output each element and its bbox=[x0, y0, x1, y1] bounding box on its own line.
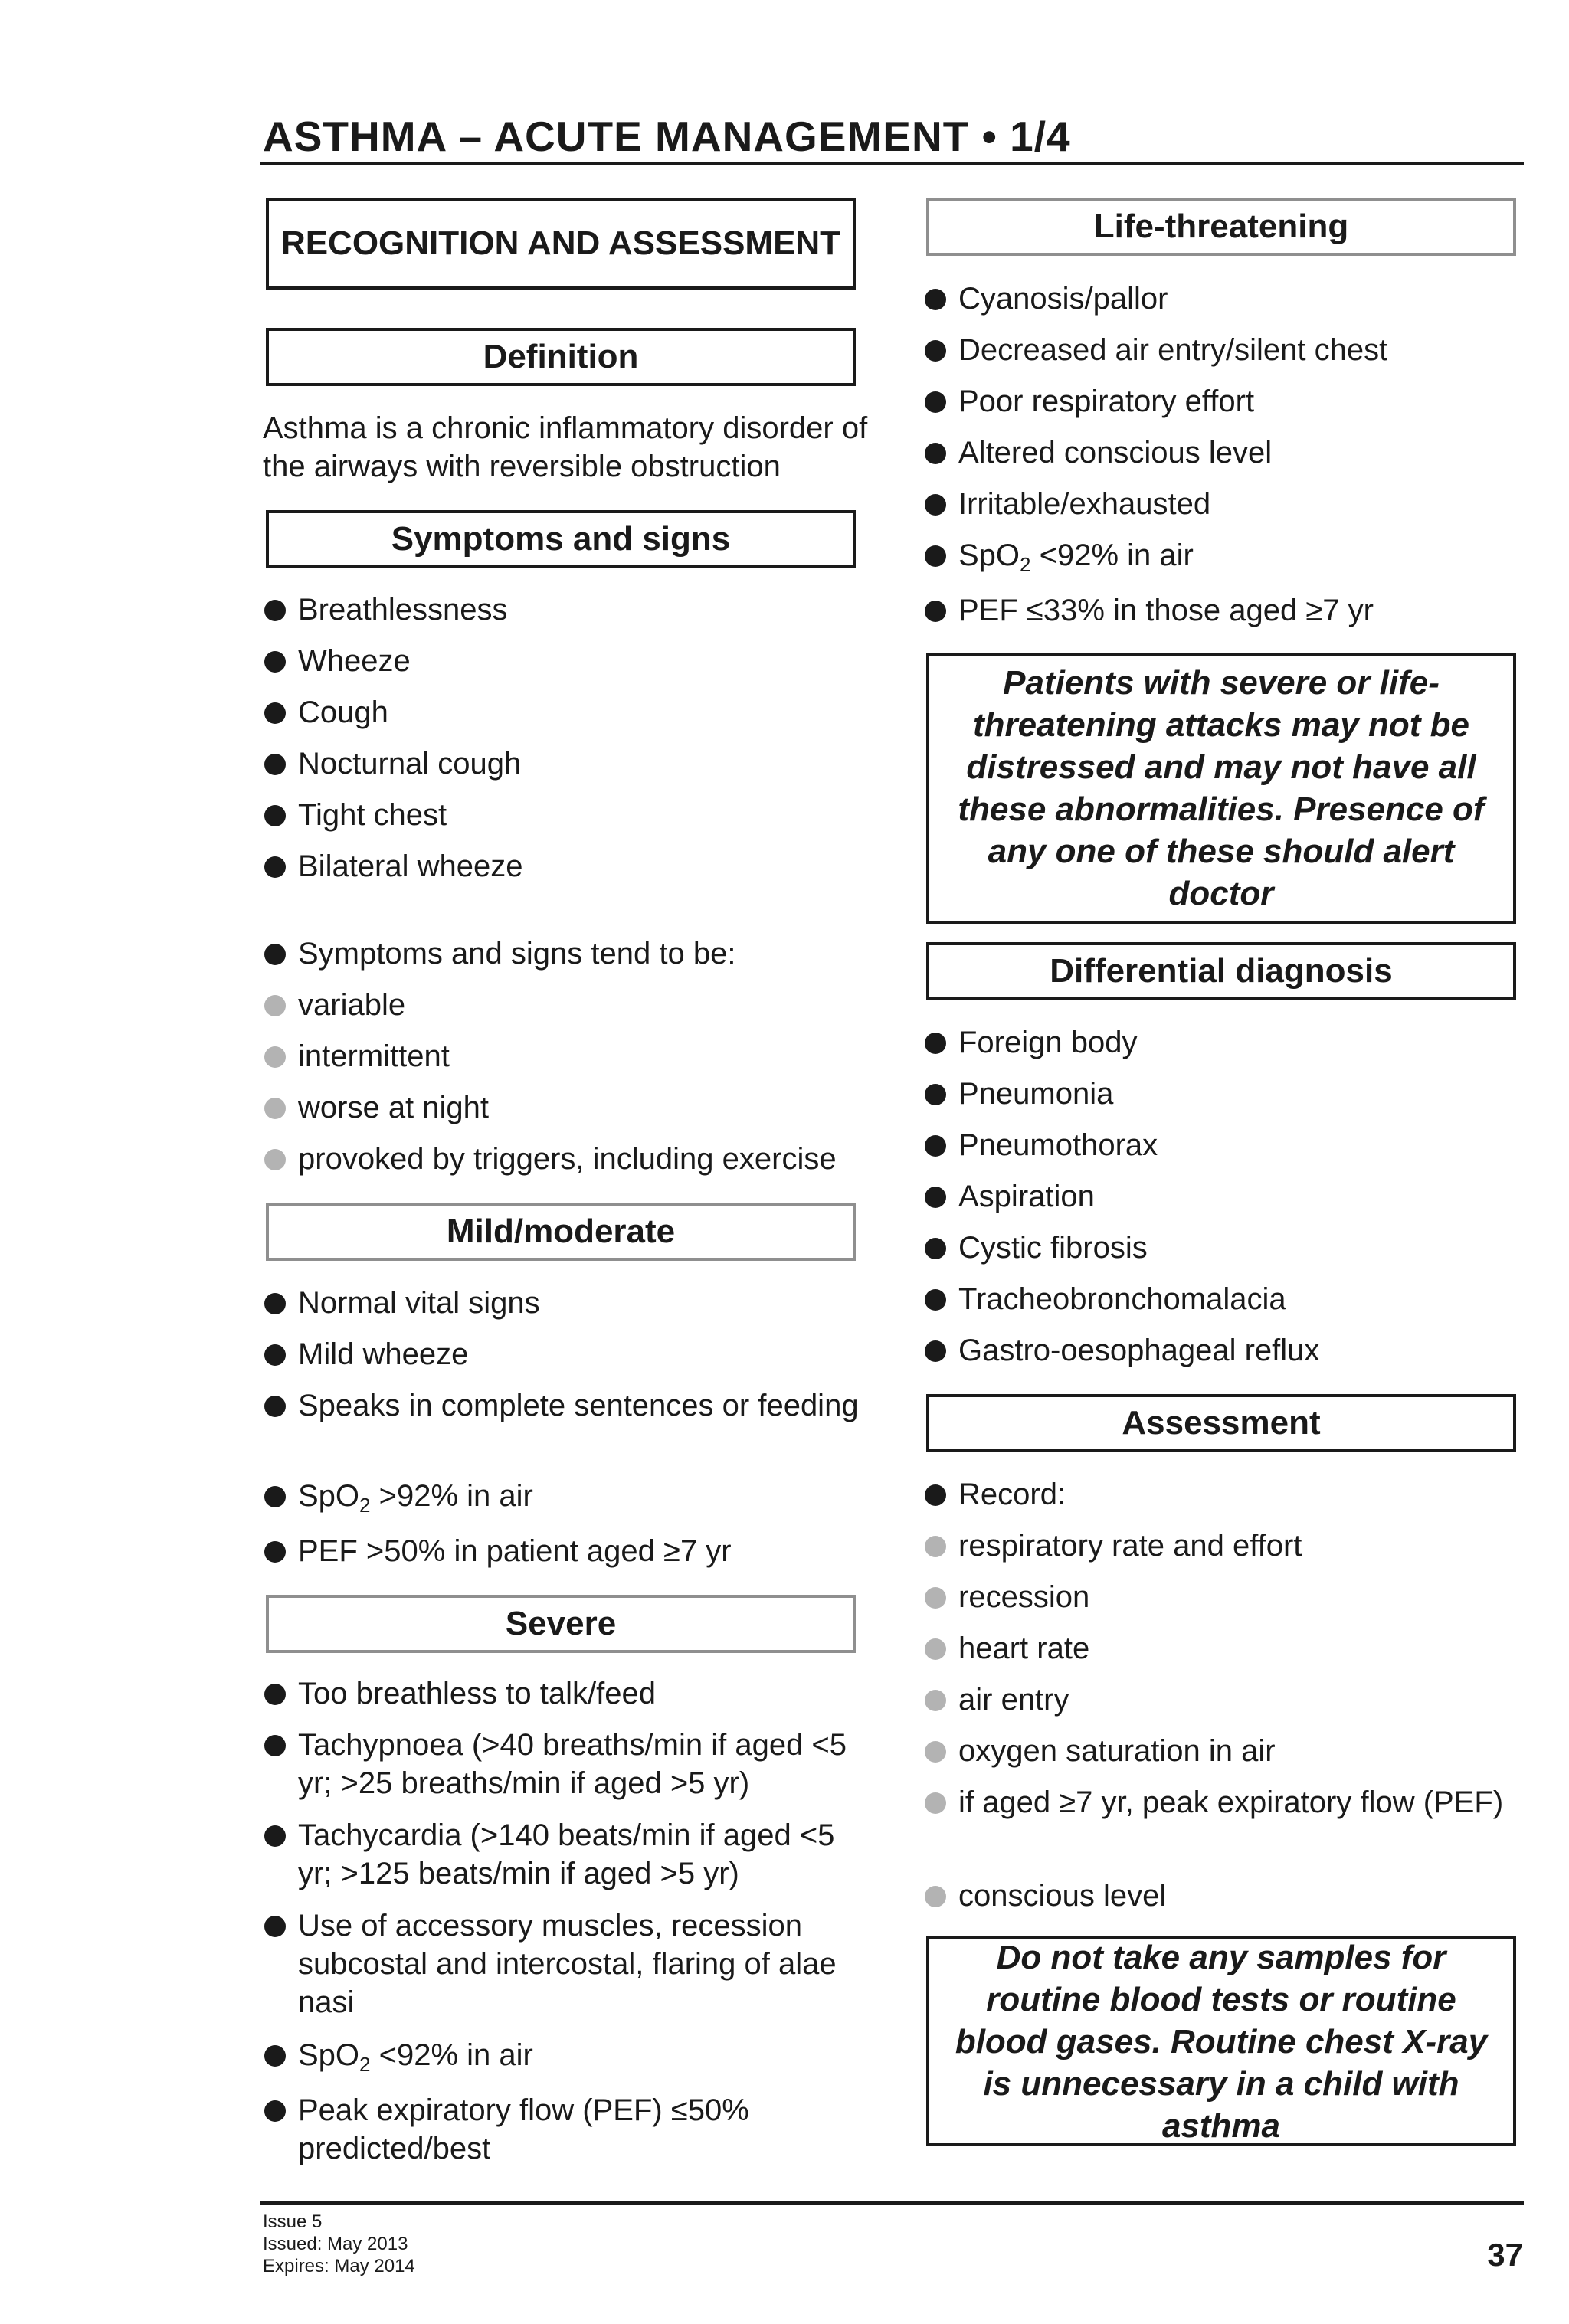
symptom-item: Nocturnal cough bbox=[263, 745, 860, 783]
recognition-heading: RECOGNITION AND ASSESSMENT bbox=[266, 198, 856, 290]
differential-heading: Differential diagnosis bbox=[926, 942, 1516, 1000]
tend-item: variable bbox=[263, 986, 860, 1024]
spo2-subscript: 2 bbox=[359, 1494, 371, 1517]
life-item: Decreased air entry/silent chest bbox=[923, 331, 1521, 369]
life-threatening-warning: Patients with severe or life-threatening attacks may not be distressed and may not have all these abnormalities. Presence of any one of these should alert doctor bbox=[926, 653, 1516, 924]
tend-intro: Symptoms and signs tend to be: bbox=[263, 935, 860, 973]
differential-item: Gastro-oesophageal reflux bbox=[923, 1331, 1521, 1370]
symptom-item: Breathlessness bbox=[263, 591, 860, 629]
record-item: recession bbox=[923, 1578, 1521, 1616]
mild-item: Normal vital signs bbox=[263, 1284, 860, 1322]
tend-item: worse at night bbox=[263, 1088, 860, 1127]
spo2-prefix: SpO bbox=[958, 538, 1020, 572]
differential-item: Foreign body bbox=[923, 1023, 1521, 1062]
severe-item: Too breathless to talk/feed bbox=[263, 1674, 860, 1713]
tend-item: intermittent bbox=[263, 1037, 860, 1075]
spo2-suffix: >92% in air bbox=[370, 1479, 533, 1513]
record-item: heart rate bbox=[923, 1629, 1521, 1668]
life-item: Cyanosis/pallor bbox=[923, 280, 1521, 318]
life-item: Irritable/exhausted bbox=[923, 485, 1521, 523]
mild-item: Speaks in complete sentences or feeding bbox=[263, 1386, 860, 1425]
footer-info bbox=[263, 2211, 415, 2277]
differential-item: Cystic fibrosis bbox=[923, 1229, 1521, 1267]
symptoms-heading: Symptoms and signs bbox=[266, 510, 856, 568]
spo2-suffix: <92% in air bbox=[370, 2038, 533, 2072]
samples-warning: Do not take any samples for routine blood tests or routine blood gases. Routine chest X-ray is unnecessary in a child with asthma bbox=[926, 1936, 1516, 2146]
mild-spo2-item bbox=[263, 1477, 860, 1515]
spo2-prefix: SpO bbox=[298, 1479, 360, 1513]
spo2-suffix: <92% in air bbox=[1030, 538, 1194, 572]
spo2-subscript: 2 bbox=[359, 2053, 371, 2076]
symptom-item: Bilateral wheeze bbox=[263, 847, 860, 885]
record-item: if aged ≥7 yr, peak expiratory flow (PEF) bbox=[923, 1783, 1521, 1822]
record-item: air entry bbox=[923, 1681, 1521, 1719]
issue-number: Issue 5 bbox=[263, 2211, 323, 2232]
mild-item: Mild wheeze bbox=[263, 1335, 860, 1373]
tend-item: provoked by triggers, including exercise bbox=[263, 1140, 860, 1178]
page-number: 37 bbox=[1487, 2237, 1523, 2273]
symptom-item: Wheeze bbox=[263, 642, 860, 680]
life-pef-item: PEF ≤33% in those aged ≥7 yr bbox=[923, 591, 1521, 630]
symptom-item: Cough bbox=[263, 693, 860, 732]
differential-item: Tracheobronchomalacia bbox=[923, 1280, 1521, 1318]
footer-rule bbox=[260, 2201, 1524, 2205]
record-item: respiratory rate and effort bbox=[923, 1527, 1521, 1565]
spo2-subscript: 2 bbox=[1020, 553, 1031, 576]
life-threatening-heading: Life-threatening bbox=[926, 198, 1516, 256]
definition-heading: Definition bbox=[266, 328, 856, 386]
severe-heading: Severe bbox=[266, 1595, 856, 1653]
severe-spo2-item bbox=[263, 2036, 860, 2074]
severe-item: Tachycardia (>140 beats/min if aged <5 yr; >125 beats/min if aged >5 yr) bbox=[263, 1816, 860, 1893]
life-item: Altered conscious level bbox=[923, 434, 1521, 472]
record-item: oxygen saturation in air bbox=[923, 1732, 1521, 1770]
page-title: ASTHMA – ACUTE MANAGEMENT • 1/4 bbox=[263, 113, 1071, 160]
record-item: conscious level bbox=[923, 1877, 1521, 1915]
mild-pef-item: PEF >50% in patient aged ≥7 yr bbox=[263, 1532, 860, 1570]
differential-item: Pneumonia bbox=[923, 1075, 1521, 1113]
life-spo2-item bbox=[923, 536, 1521, 574]
symptom-item: Tight chest bbox=[263, 796, 860, 834]
severe-item: Tachypnoea (>40 breaths/min if aged <5 yr; >25 breaths/min if aged >5 yr) bbox=[263, 1726, 860, 1802]
differential-item: Aspiration bbox=[923, 1177, 1521, 1216]
spo2-prefix: SpO bbox=[298, 2038, 360, 2072]
severe-pef-item: Peak expiratory flow (PEF) ≤50% predicted/best bbox=[263, 2091, 860, 2168]
mild-heading: Mild/moderate bbox=[266, 1203, 856, 1261]
definition-text: Asthma is a chronic inflammatory disorder of the airways with reversible obstruction bbox=[263, 411, 868, 483]
header-rule bbox=[260, 162, 1524, 165]
issued-date: Issued: May 2013 bbox=[263, 2234, 408, 2254]
assessment-heading: Assessment bbox=[926, 1394, 1516, 1452]
differential-item: Pneumothorax bbox=[923, 1126, 1521, 1164]
life-item: Poor respiratory effort bbox=[923, 382, 1521, 421]
severe-item: Use of accessory muscles, recession subcostal and intercostal, flaring of alae nasi bbox=[263, 1907, 860, 2021]
record-intro: Record: bbox=[923, 1475, 1521, 1514]
expiry-date: Expires: May 2014 bbox=[263, 2256, 415, 2277]
